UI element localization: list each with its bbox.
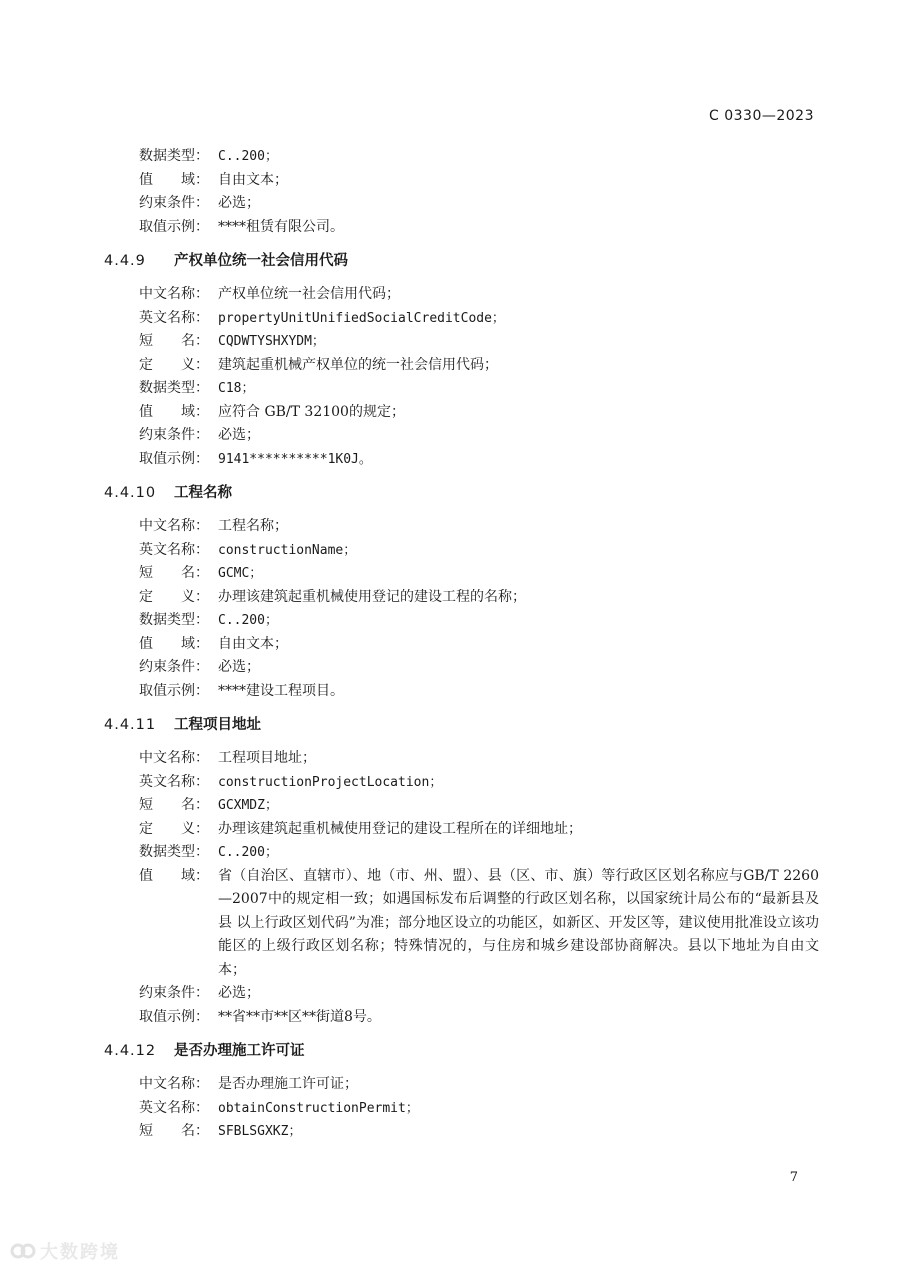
section-number: 4.4.11 xyxy=(104,717,157,733)
section-title: 工程项目地址 xyxy=(174,717,261,733)
field-row xyxy=(139,1120,819,1144)
watermark-logo-icon xyxy=(10,1242,36,1260)
field-value: 建筑起重机械产权单位的统一社会信用代码； xyxy=(218,356,498,373)
watermark-text: 大数跨境 xyxy=(40,1242,120,1263)
field-label: 取值示例： xyxy=(139,1008,209,1025)
field-value: C18； xyxy=(218,381,255,396)
field-row xyxy=(139,448,819,472)
field-row xyxy=(139,1097,819,1121)
field-row xyxy=(139,865,819,983)
field-value: propertyUnitUnifiedSocialCreditCode； xyxy=(218,310,505,326)
field-value: 必选； xyxy=(218,985,260,1001)
field-value: 应符合 GB/T 32100的规定； xyxy=(218,403,405,420)
field-row xyxy=(139,307,819,331)
sections xyxy=(0,249,900,1144)
field-row xyxy=(139,354,819,378)
section-title: 产权单位统一社会信用代码 xyxy=(174,253,348,269)
field-label: 英文名称： xyxy=(139,309,209,326)
field-value: 必选； xyxy=(218,195,260,211)
field-value: obtainConstructionPermit； xyxy=(218,1100,419,1116)
field-row xyxy=(139,377,819,401)
document-body xyxy=(0,145,900,1144)
field-value: C..200； xyxy=(218,613,278,628)
section-heading xyxy=(104,713,900,737)
section-heading xyxy=(104,1039,900,1063)
field-row xyxy=(139,818,819,842)
field-label: 约束条件： xyxy=(139,659,209,675)
field-value: ****租赁有限公司。 xyxy=(218,218,344,235)
field-row xyxy=(139,216,819,240)
field-label: 定 义： xyxy=(139,588,209,605)
standard-code: C 0330—2023 xyxy=(709,108,814,124)
field-row xyxy=(139,330,819,354)
field-value: 工程项目地址； xyxy=(218,750,316,766)
watermark xyxy=(10,1238,120,1264)
field-value: C..200； xyxy=(218,845,278,860)
field-row xyxy=(139,562,819,586)
field-value: 办理该建筑起重机械使用登记的建设工程所在的详细地址； xyxy=(218,820,582,837)
field-value: C..200； xyxy=(218,149,278,164)
section-number: 4.4.9 xyxy=(104,253,146,269)
page-number: 7 xyxy=(789,1170,798,1185)
field-label: 取值示例： xyxy=(139,450,209,467)
intro-fields xyxy=(0,145,900,239)
field-label: 值 域： xyxy=(139,635,209,652)
section xyxy=(0,249,900,471)
field-label: 数据类型： xyxy=(139,380,209,396)
field-row xyxy=(139,283,819,307)
field-row xyxy=(139,192,819,216)
field-row xyxy=(139,680,819,704)
field-label: 取值示例： xyxy=(139,218,209,235)
field-label: 值 域： xyxy=(139,171,209,188)
section-heading xyxy=(104,249,900,273)
field-label: 约束条件： xyxy=(139,195,209,211)
section-number: 4.4.12 xyxy=(104,1043,157,1059)
field-row xyxy=(139,1006,819,1030)
field-value: 必选； xyxy=(218,427,260,443)
section-heading xyxy=(104,481,900,505)
field-value: **省**市**区**街道8号。 xyxy=(218,1008,381,1025)
section xyxy=(0,1039,900,1144)
field-label: 值 域： xyxy=(139,867,209,884)
field-value: CQDWTYSHXYDM； xyxy=(218,334,325,349)
field-label: 定 义： xyxy=(139,820,209,837)
field-label: 约束条件： xyxy=(139,985,209,1001)
field-label: 取值示例： xyxy=(139,682,209,699)
field-row xyxy=(139,1073,819,1097)
section-number: 4.4.10 xyxy=(104,485,157,501)
section xyxy=(0,481,900,703)
field-label: 短 名： xyxy=(139,333,209,349)
field-label: 英文名称： xyxy=(139,541,209,558)
field-value: 自由文本； xyxy=(218,635,288,652)
field-row xyxy=(139,424,819,448)
field-label: 短 名： xyxy=(139,797,209,813)
field-label: 英文名称： xyxy=(139,1099,209,1116)
field-label: 值 域： xyxy=(139,403,209,420)
field-value: 9141**********1K0J。 xyxy=(218,451,372,467)
field-row xyxy=(139,633,819,657)
field-row xyxy=(139,539,819,563)
field-value: GCMC； xyxy=(218,566,263,581)
field-value: SFBLSGXKZ； xyxy=(218,1124,302,1139)
field-row xyxy=(139,747,819,771)
field-label: 短 名： xyxy=(139,1123,209,1139)
field-value: 必选； xyxy=(218,659,260,675)
field-label: 定 义： xyxy=(139,356,209,373)
field-value: 办理该建筑起重机械使用登记的建设工程的名称； xyxy=(218,588,526,605)
field-label: 数据类型： xyxy=(139,612,209,628)
field-value: 省（自治区、直辖市）、地（市、州、盟）、县（区、市、旗）等行政区区划名称应与GB/T 2260—2007中的规定相一致；如遇国标发布后调整的行政区划名称，以国家统计局公布的“最新县及县 以上行政区划代码”为准；部分地区设立的功能区，如新区、开发区等，建议使用批准设立该功能区的上级行政区划名称；特殊情况的，与住房和城乡建设部协商解决。县以下地址为自由文本； xyxy=(218,867,819,978)
field-row xyxy=(139,771,819,795)
field-value: 自由文本； xyxy=(218,171,288,188)
field-value: constructionProjectLocation； xyxy=(218,774,443,790)
field-value: 工程名称； xyxy=(218,518,288,534)
section xyxy=(0,713,900,1029)
field-row xyxy=(139,841,819,865)
field-label: 中文名称： xyxy=(139,518,209,534)
field-row xyxy=(139,169,819,193)
section-title: 是否办理施工许可证 xyxy=(174,1043,305,1059)
field-value: constructionName； xyxy=(218,542,357,558)
field-value: 产权单位统一社会信用代码； xyxy=(218,286,400,302)
field-row xyxy=(139,609,819,633)
field-row xyxy=(139,586,819,610)
field-value: ****建设工程项目。 xyxy=(218,682,344,699)
field-label: 数据类型： xyxy=(139,148,209,164)
field-label: 英文名称： xyxy=(139,773,209,790)
field-row xyxy=(139,656,819,680)
field-row xyxy=(139,794,819,818)
field-value: 是否办理施工许可证； xyxy=(218,1076,358,1092)
field-row xyxy=(139,145,819,169)
field-row xyxy=(139,515,819,539)
field-row xyxy=(139,401,819,425)
field-label: 中文名称： xyxy=(139,286,209,302)
field-value: GCXMDZ； xyxy=(218,798,278,813)
field-row xyxy=(139,982,819,1006)
field-label: 中文名称： xyxy=(139,750,209,766)
field-label: 约束条件： xyxy=(139,427,209,443)
field-label: 中文名称： xyxy=(139,1076,209,1092)
section-title: 工程名称 xyxy=(174,485,232,501)
field-label: 短 名： xyxy=(139,565,209,581)
field-label: 数据类型： xyxy=(139,844,209,860)
